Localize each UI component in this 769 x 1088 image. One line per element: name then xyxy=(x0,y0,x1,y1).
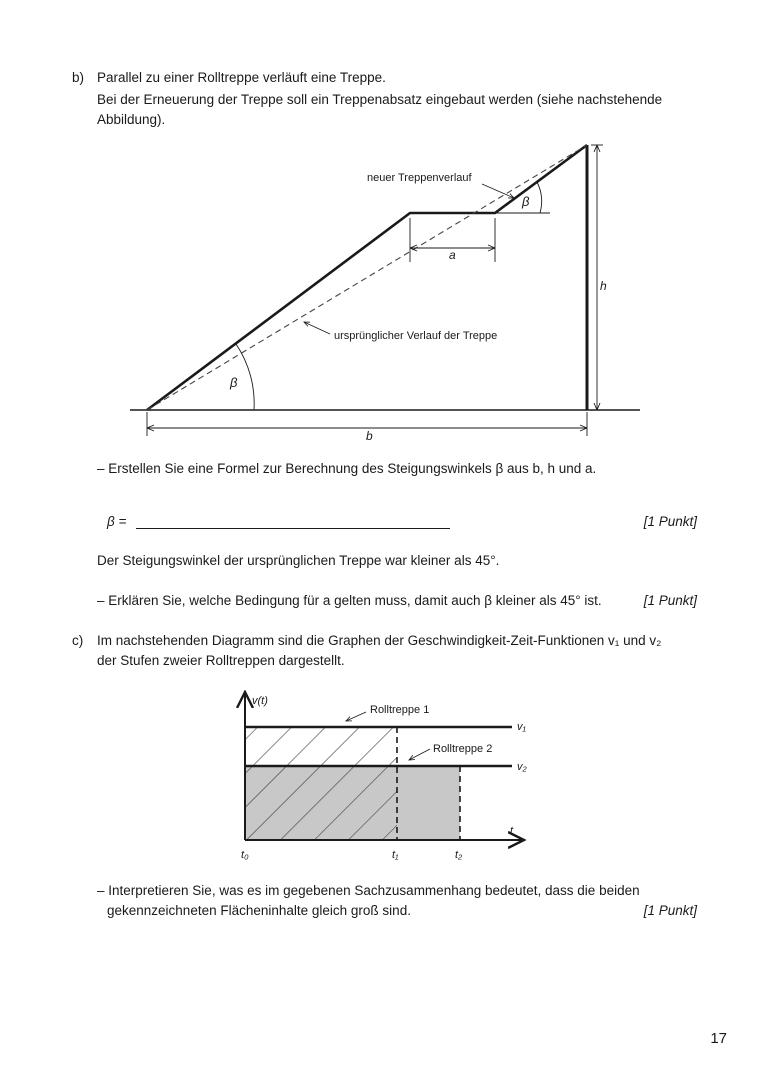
staircase-figure xyxy=(0,0,769,460)
part-b-line1: Parallel zu einer Rolltreppe verläuft eine Treppe. xyxy=(97,70,386,85)
label-rolltreppe-2: Rolltreppe 2 xyxy=(433,743,493,755)
label-t0: t₀ xyxy=(241,849,249,861)
formula-answer-line[interactable] xyxy=(136,528,450,529)
points-b2: [1 Punkt] xyxy=(643,593,697,608)
label-a: a xyxy=(449,248,456,262)
part-c-line1: Im nachstehenden Diagramm sind die Graphen der Geschwindigkeit-Zeit-Funktionen v₁ und v₂ xyxy=(97,633,662,648)
beta-upper: β xyxy=(522,194,530,209)
label-new-stair: neuer Treppenverlauf xyxy=(367,172,472,184)
beta-lower: β xyxy=(230,375,238,390)
page-number: 17 xyxy=(710,1030,727,1047)
points-b1: [1 Punkt] xyxy=(643,514,697,529)
axis-label-t: t xyxy=(510,825,514,837)
points-c: [1 Punkt] xyxy=(643,903,697,918)
part-b-line2: Bei der Erneuerung der Treppe soll ein Treppenabsatz eingebaut werden (siehe nachstehende xyxy=(97,92,663,107)
area-rolltreppe-2 xyxy=(245,766,460,840)
task-c-line1: – Interpretieren Sie, was es im gegebenen Sachzusammenhang bedeutet, dass die beiden xyxy=(97,883,640,898)
task-c-line2: gekennzeichneten Flächeninhalte gleich groß sind. xyxy=(107,903,411,918)
label-b: b xyxy=(366,429,373,443)
label-rolltreppe-1: Rolltreppe 1 xyxy=(370,704,430,716)
axis-label-v: v(t) xyxy=(252,695,268,707)
label-v1: v₁ xyxy=(517,721,526,733)
area-rolltreppe-1 xyxy=(245,727,397,840)
task-b1: – Erstellen Sie eine Formel zur Berechnung des Steigungswinkels β aus b, h und a. xyxy=(97,461,597,476)
formula-prefix: β = xyxy=(107,514,127,529)
upper-angle-arc xyxy=(537,182,542,213)
task-b2: – Erklären Sie, welche Bedingung für a gelten muss, damit auch β kleiner als 45° ist. xyxy=(97,593,602,608)
label-original-stair: ursprünglicher Verlauf der Treppe xyxy=(334,330,498,342)
part-b-letter: b) xyxy=(72,70,85,85)
label-v2: v₂ xyxy=(517,761,527,773)
part-c-line2: der Stufen zweier Rolltreppen dargestellt. xyxy=(97,653,345,668)
label-t2: t₂ xyxy=(455,849,463,861)
lower-angle-arc xyxy=(236,344,254,410)
part-b-line3: Abbildung). xyxy=(97,112,166,127)
label-t1: t₁ xyxy=(392,849,399,861)
label-h: h xyxy=(600,279,607,293)
part-c-letter: c) xyxy=(72,633,84,648)
statement-b: Der Steigungswinkel der ursprünglichen Treppe war kleiner als 45°. xyxy=(97,553,500,568)
